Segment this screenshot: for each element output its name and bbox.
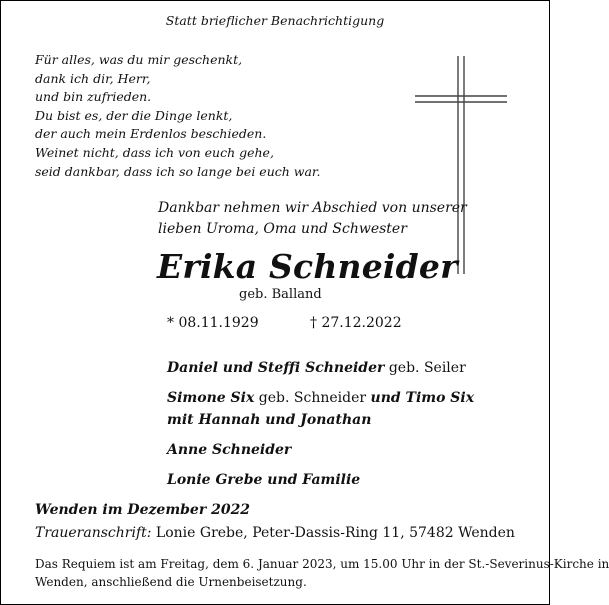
address-label: Traueranschrift:: [35, 525, 152, 541]
deceased-name: Erika Schneider: [157, 247, 458, 286]
mourner-names: Daniel und Steffi Schneider: [167, 360, 385, 376]
address-value: Lonie Grebe, Peter-Dassis-Ring 11, 57482 Wenden: [151, 525, 515, 541]
service-info: [35, 555, 609, 591]
place-date: Wenden im Dezember 2022: [35, 502, 251, 518]
poem-line: Für alles, was du mir geschenkt,: [35, 52, 243, 67]
notice-header: Statt brieflicher Benachrichtigung: [165, 13, 385, 28]
mourner-names: Simone Six: [167, 390, 255, 406]
poem-line: und bin zufrieden.: [35, 89, 152, 105]
death-date: † 27.12.2022: [310, 315, 402, 331]
intro-text: [158, 198, 467, 240]
service-line: Wenden, anschließend die Urnenbeisetzung.: [35, 575, 307, 589]
mourner-line: Anne Schneider: [167, 442, 292, 458]
birth-date: * 08.11.1929: [167, 315, 259, 331]
intro-line: Dankbar nehmen wir Abschied von unserer: [158, 200, 467, 216]
poem: [35, 51, 321, 181]
cross-icon: [415, 56, 507, 274]
mourner-line: Lonie Grebe und Familie: [167, 472, 361, 488]
mourner-line: [167, 387, 474, 409]
mourner-note: geb. Schneider: [254, 390, 371, 406]
poem-line: Weinet nicht, dass ich von euch gehe,: [35, 144, 274, 160]
poem-line: seid dankbar, dass ich so lange bei euch war.: [35, 163, 321, 179]
mourning-address: [35, 525, 515, 541]
mourners-list: [167, 357, 474, 491]
intro-line: lieben Uroma, Oma und Schwester: [158, 221, 407, 237]
maiden-name: geb. Balland: [239, 287, 322, 302]
poem-line: der auch mein Erdenlos beschieden.: [35, 126, 267, 142]
mourner-line: [167, 357, 474, 379]
poem-line: dank ich dir, Herr,: [35, 70, 151, 86]
mourner-names: und Timo Six: [370, 390, 475, 406]
service-line: Das Requiem ist am Freitag, dem 6. Januar 2023, um 15.00 Uhr in der St.-Severinus-Kirche in: [35, 557, 609, 571]
poem-line: Du bist es, der die Dinge lenkt,: [35, 107, 233, 123]
mourner-line: mit Hannah und Jonathan: [167, 412, 372, 428]
mourner-note: geb. Seiler: [384, 360, 466, 376]
